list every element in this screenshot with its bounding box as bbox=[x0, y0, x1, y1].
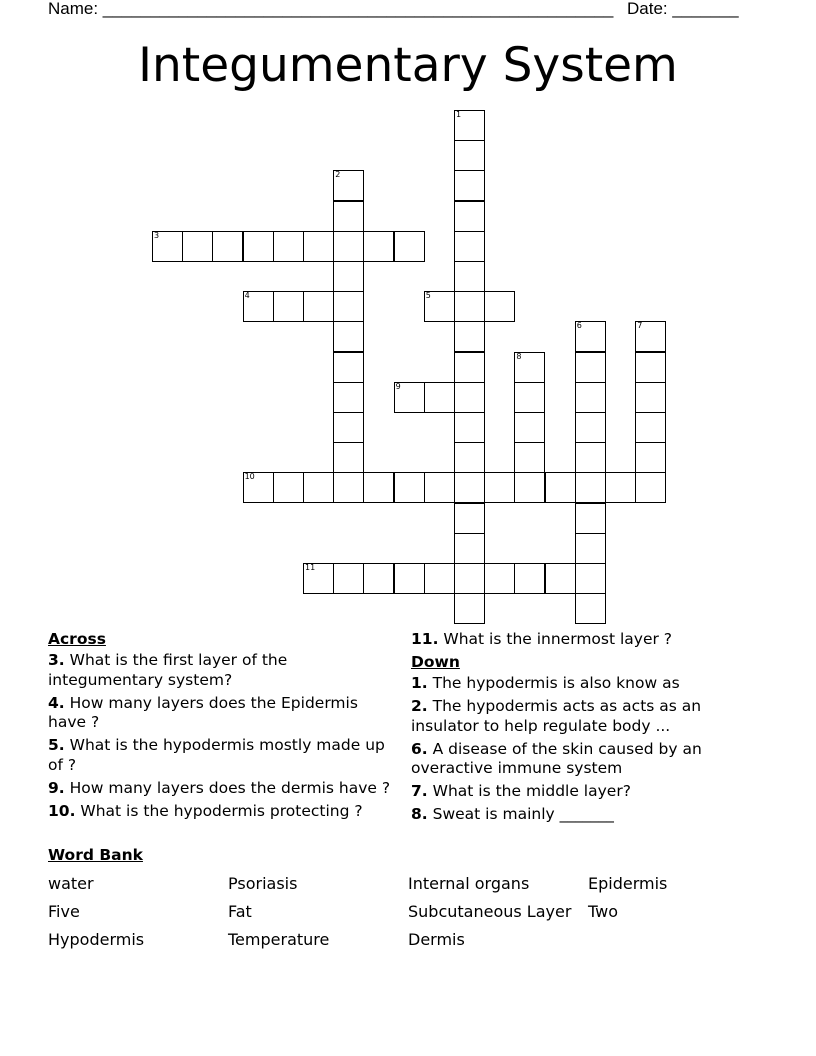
clue-number: 4. bbox=[48, 693, 65, 712]
crossword-cell[interactable] bbox=[575, 533, 606, 564]
cell-number: 4 bbox=[244, 291, 250, 301]
word-bank-item: Hypodermis bbox=[48, 930, 145, 949]
crossword-cell[interactable] bbox=[454, 170, 485, 201]
crossword-cell[interactable] bbox=[333, 472, 364, 503]
cell-number: 7 bbox=[637, 321, 643, 331]
word-bank-item: Dermis bbox=[408, 930, 465, 949]
clue-text: How many layers does the dermis have ? bbox=[69, 778, 391, 797]
crossword-cell[interactable] bbox=[454, 593, 485, 624]
crossword-cell[interactable] bbox=[454, 291, 485, 322]
crossword-cell[interactable] bbox=[484, 291, 515, 322]
crossword-cell[interactable] bbox=[303, 231, 334, 262]
cell-number: 2 bbox=[335, 170, 341, 180]
clue-text: The hypodermis acts as acts as an insulator to help regulate body ... bbox=[411, 697, 702, 735]
crossword-cell[interactable] bbox=[635, 352, 666, 383]
crossword-cell[interactable] bbox=[363, 231, 394, 262]
cell-number: 9 bbox=[395, 381, 401, 391]
crossword-cell[interactable] bbox=[333, 201, 364, 232]
word-bank-item: Two bbox=[588, 902, 618, 921]
crossword-cell[interactable] bbox=[152, 231, 183, 262]
crossword-cell[interactable] bbox=[424, 472, 455, 503]
crossword-cell[interactable] bbox=[212, 231, 243, 262]
crossword-cell[interactable] bbox=[454, 261, 485, 292]
crossword-cell[interactable] bbox=[333, 563, 364, 594]
crossword-cell[interactable] bbox=[484, 472, 515, 503]
word-bank-item: Epidermis bbox=[588, 874, 668, 893]
crossword-cell[interactable] bbox=[575, 321, 606, 352]
down-clue-7 bbox=[411, 782, 741, 802]
crossword-cell[interactable] bbox=[243, 231, 274, 262]
crossword-cell[interactable] bbox=[454, 110, 485, 141]
crossword-cell[interactable] bbox=[635, 472, 666, 503]
crossword-cell[interactable] bbox=[635, 412, 666, 443]
cell-number: 6 bbox=[576, 321, 582, 331]
down-clue-6 bbox=[411, 740, 741, 779]
crossword-cell[interactable] bbox=[514, 352, 545, 383]
crossword-cell[interactable] bbox=[394, 472, 425, 503]
crossword-cell[interactable] bbox=[182, 231, 213, 262]
clue-text: What is the hypodermis mostly made up of ? bbox=[48, 736, 385, 774]
word-bank-item: Subcutaneous Layer bbox=[408, 902, 572, 921]
cell-number: 10 bbox=[244, 472, 255, 482]
crossword-cell[interactable] bbox=[454, 472, 485, 503]
cell-number: 1 bbox=[456, 110, 462, 119]
crossword-cell[interactable] bbox=[363, 563, 394, 594]
clue-number: 6. bbox=[411, 739, 428, 758]
word-bank-heading: Word Bank bbox=[48, 846, 143, 864]
crossword-cell[interactable] bbox=[575, 382, 606, 413]
name-field[interactable]: Name: ______________________________________________________ bbox=[48, 0, 614, 18]
crossword-cell[interactable] bbox=[454, 533, 485, 564]
crossword-cell[interactable] bbox=[454, 231, 485, 262]
crossword-cell[interactable] bbox=[635, 321, 666, 352]
clue-number: 10. bbox=[48, 801, 76, 820]
crossword-cell[interactable] bbox=[363, 472, 394, 503]
crossword-cell[interactable] bbox=[333, 231, 364, 262]
crossword-cell[interactable] bbox=[303, 291, 334, 322]
crossword-cell[interactable] bbox=[575, 563, 606, 594]
crossword-cell[interactable] bbox=[454, 140, 485, 171]
crossword-cell[interactable] bbox=[394, 382, 425, 413]
word-bank-item: water bbox=[48, 874, 94, 893]
crossword-cell[interactable] bbox=[514, 472, 545, 503]
page-title: Integumentary System bbox=[138, 38, 678, 93]
across-clue-5 bbox=[48, 736, 398, 775]
across-heading: Across bbox=[48, 630, 106, 648]
crossword-cell[interactable] bbox=[454, 321, 485, 352]
clue-text: Sweat is mainly _______ bbox=[432, 805, 614, 823]
crossword-cell[interactable] bbox=[514, 382, 545, 413]
clue-number: 8. bbox=[411, 805, 428, 823]
clue-text: What is the middle layer? bbox=[432, 782, 631, 800]
clue-number: 3. bbox=[48, 651, 65, 669]
word-bank-item: Psoriasis bbox=[228, 874, 298, 893]
cell-number: 5 bbox=[425, 291, 431, 301]
cell-number: 3 bbox=[154, 230, 160, 240]
across-clue-4 bbox=[48, 694, 398, 733]
clue-number: 9. bbox=[48, 778, 65, 797]
clues-left-column bbox=[48, 630, 398, 825]
clue-number: 1. bbox=[411, 674, 428, 692]
clue-text: The hypodermis is also know as bbox=[432, 674, 680, 692]
clue-number: 7. bbox=[411, 782, 428, 800]
crossword-cell[interactable] bbox=[545, 563, 576, 594]
crossword-cell[interactable] bbox=[575, 442, 606, 473]
crossword-cell[interactable] bbox=[333, 170, 364, 201]
across-clue-10 bbox=[48, 802, 398, 822]
crossword-cell[interactable] bbox=[545, 472, 576, 503]
crossword-cell[interactable] bbox=[333, 261, 364, 292]
crossword-cell[interactable] bbox=[424, 382, 455, 413]
crossword-cell[interactable] bbox=[303, 472, 334, 503]
crossword-cell[interactable] bbox=[575, 593, 606, 624]
clues-right-column bbox=[411, 630, 741, 828]
crossword-cell[interactable] bbox=[575, 472, 606, 503]
crossword-cell[interactable] bbox=[273, 231, 304, 262]
crossword-cell[interactable] bbox=[454, 412, 485, 443]
crossword-cell[interactable] bbox=[575, 352, 606, 383]
word-bank-item: Internal organs bbox=[408, 874, 530, 893]
date-field[interactable]: Date: _______ bbox=[627, 0, 739, 18]
crossword-cell[interactable] bbox=[575, 503, 606, 534]
crossword-cell[interactable] bbox=[454, 563, 485, 594]
crossword-cell[interactable] bbox=[454, 442, 485, 473]
crossword-cell[interactable] bbox=[333, 382, 364, 413]
crossword-cell[interactable] bbox=[454, 382, 485, 413]
across-clue-11 bbox=[411, 630, 741, 650]
crossword-cell[interactable] bbox=[333, 321, 364, 352]
crossword-cell[interactable] bbox=[394, 563, 425, 594]
crossword-cell[interactable] bbox=[333, 352, 364, 383]
across-clue-3 bbox=[48, 651, 398, 690]
down-clue-8 bbox=[411, 805, 741, 825]
word-bank-item: Fat bbox=[228, 902, 252, 921]
crossword-cell[interactable] bbox=[484, 563, 515, 594]
crossword-cell[interactable] bbox=[424, 563, 455, 594]
crossword-cell[interactable] bbox=[454, 503, 485, 534]
crossword-cell[interactable] bbox=[333, 291, 364, 322]
crossword-cell[interactable] bbox=[605, 472, 636, 503]
down-clue-1 bbox=[411, 674, 741, 694]
down-heading: Down bbox=[411, 653, 460, 671]
crossword-cell[interactable] bbox=[273, 291, 304, 322]
crossword-cell[interactable] bbox=[273, 472, 304, 503]
crossword-cell[interactable] bbox=[514, 442, 545, 473]
crossword-cell[interactable] bbox=[243, 291, 274, 322]
crossword-cell[interactable] bbox=[575, 412, 606, 443]
clue-text: How many layers does the Epidermis have ? bbox=[48, 693, 358, 731]
clue-text: A disease of the skin caused by an overactive immune system bbox=[411, 739, 702, 777]
crossword-cell[interactable] bbox=[514, 412, 545, 443]
crossword-cell[interactable] bbox=[394, 231, 425, 262]
word-bank-item: Five bbox=[48, 902, 80, 921]
crossword-cell[interactable] bbox=[635, 442, 666, 473]
crossword-cell[interactable] bbox=[454, 352, 485, 383]
crossword-cell[interactable] bbox=[424, 291, 455, 322]
crossword-cell[interactable] bbox=[243, 472, 274, 503]
across-clue-9 bbox=[48, 779, 398, 799]
crossword-cell[interactable] bbox=[514, 563, 545, 594]
clue-number: 2. bbox=[411, 697, 428, 715]
crossword-cell[interactable] bbox=[635, 382, 666, 413]
clue-number: 5. bbox=[48, 736, 65, 754]
down-clue-2 bbox=[411, 697, 741, 736]
clue-number: 11. bbox=[411, 630, 439, 648]
crossword-cell[interactable] bbox=[333, 442, 364, 473]
cell-number: 8 bbox=[516, 351, 522, 361]
crossword-cell[interactable] bbox=[303, 563, 334, 594]
crossword-cell[interactable] bbox=[454, 201, 485, 232]
cell-number: 11 bbox=[305, 563, 316, 572]
clue-text: What is the innermost layer ? bbox=[443, 630, 673, 648]
clue-text: What is the first layer of the integumentary system? bbox=[48, 651, 288, 689]
crossword-cell[interactable] bbox=[333, 412, 364, 443]
word-bank-item: Temperature bbox=[228, 930, 330, 949]
clue-text: What is the hypodermis protecting ? bbox=[80, 801, 363, 820]
